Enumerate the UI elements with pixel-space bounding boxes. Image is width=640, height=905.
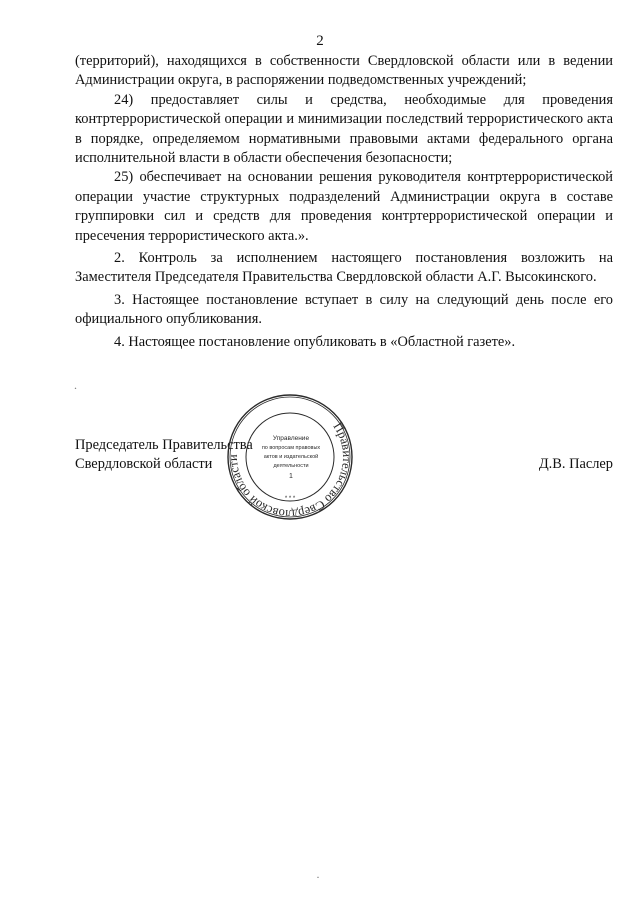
- signatory-position-line2: Свердловской области: [75, 456, 213, 473]
- document-body: [75, 52, 613, 352]
- scan-mark-left: .: [74, 378, 77, 392]
- signatory-name: Д.В. Паслер: [538, 456, 613, 472]
- paragraph-item-25: 25) обеспечивает на основании решения руководителя контртеррористической операции участие структурных подразделений Администрации округа в составе группировки сил и средств для проведения контртеррористической операции и пресечения террористического акта.».: [75, 169, 613, 244]
- page-number: 2: [316, 33, 324, 49]
- paragraph-item-24: 24) предоставляет силы и средства, необходимые для проведения контртеррористической операции и минимизации последствий террористического акта в порядке, определяемом нормативными правовыми актами федерального органа исполнительной власти в области обеспечения безопасности;: [75, 91, 613, 167]
- stamp-number: 1: [289, 473, 293, 480]
- signatory-position-line1: Председатель Правительства: [75, 437, 253, 453]
- official-seal-stamp: [225, 392, 355, 522]
- paragraph-control: 2. Контроль за исполнением настоящего постановления возложить на Заместителя Председателя Правительства Свердловской области А.Г. Высокинского.: [75, 250, 613, 286]
- paragraph-continuation: (территорий), находящихся в собственности Свердловской области или в ведении Администрации округа, в распоряжении подведомственных учреждений;: [75, 53, 613, 89]
- stamp-outer-text: Правительство Свердловской области: [225, 420, 355, 522]
- stamp-inner-line4: деятельности: [273, 463, 309, 469]
- stamp-inner-line2: по вопросам правовых: [261, 445, 321, 451]
- scan-mark-bottom: ·: [316, 870, 320, 884]
- stamp-inner-line3: актов и издательской: [263, 454, 319, 460]
- paragraph-effective-date: 3. Настоящее постановление вступает в силу на следующий день после его официального опубликования.: [75, 291, 613, 328]
- stamp-inner-line1: Управление: [272, 435, 310, 442]
- stamp-stars: * * *: [284, 496, 296, 502]
- paragraph-publication: 4. Настоящее постановление опубликовать в «Областной газете».: [114, 333, 516, 350]
